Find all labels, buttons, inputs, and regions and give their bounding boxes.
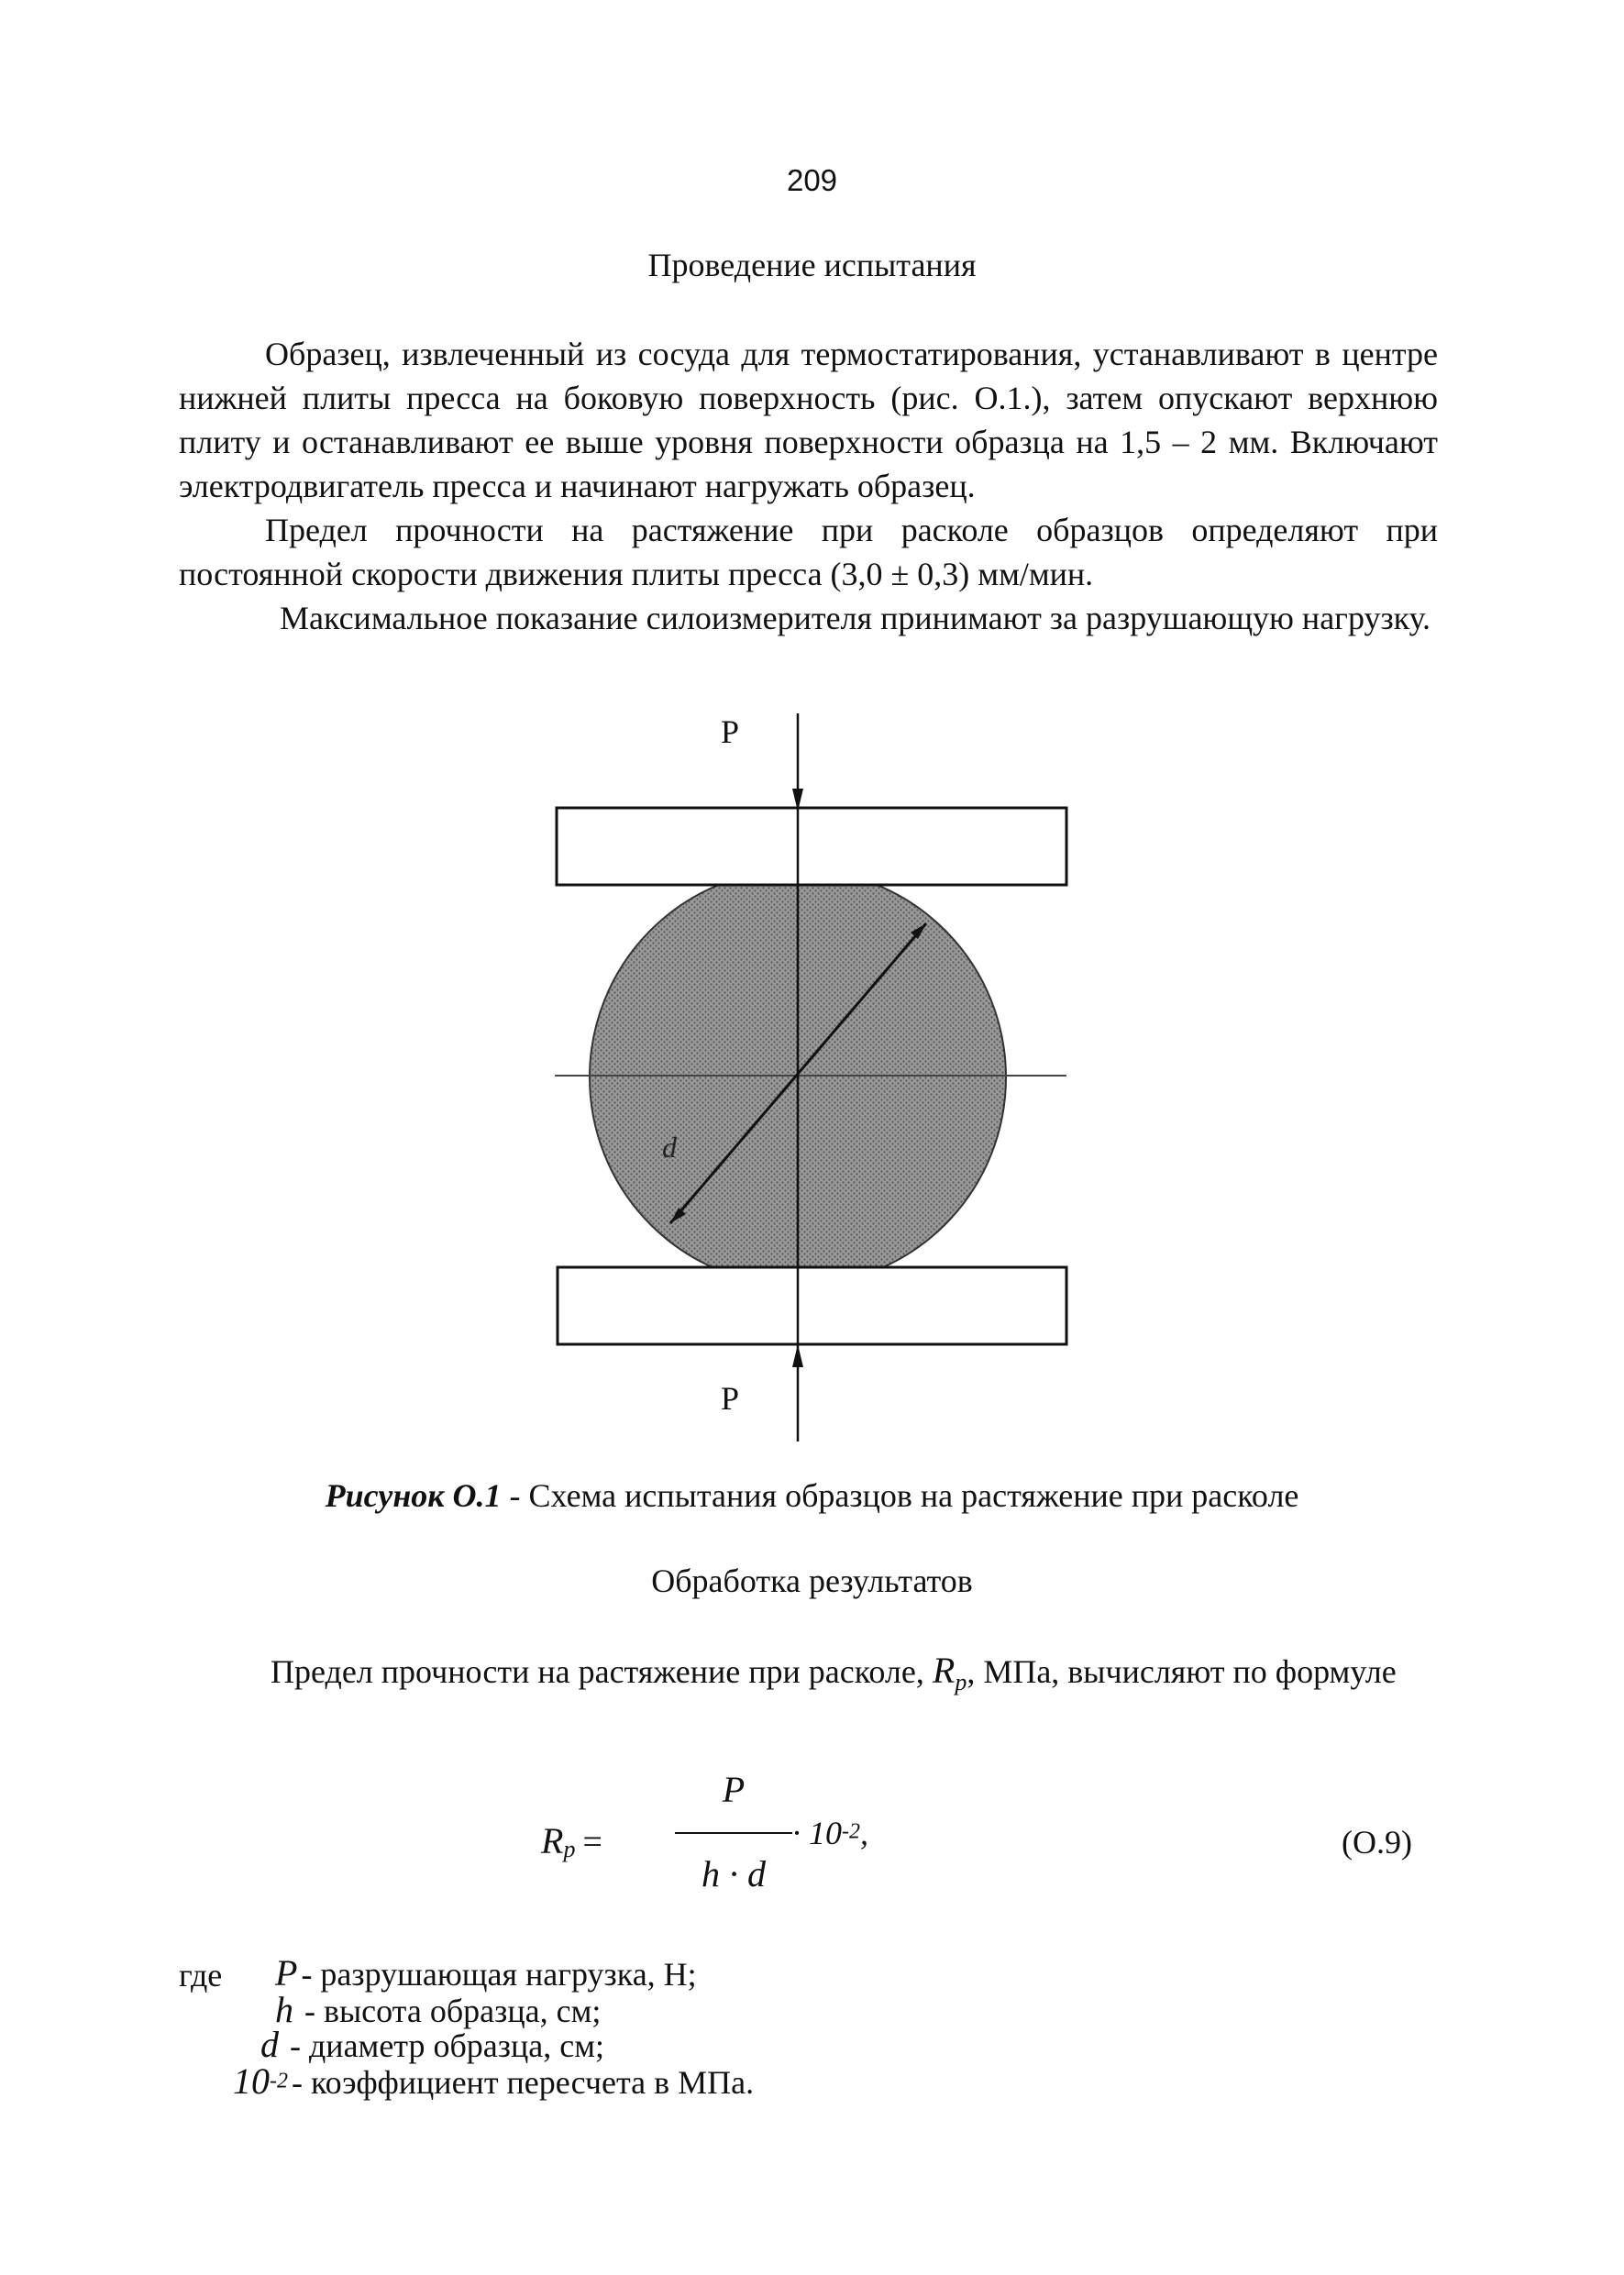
figure-caption-separator: - <box>501 1477 529 1514</box>
definition-symbol: h <box>275 1989 293 2030</box>
formula-intro-before: Предел прочности на растяжение при расколе, <box>271 1653 933 1690</box>
formula-denominator: h · d <box>702 1853 766 1894</box>
fraction-bar <box>675 1832 792 1834</box>
formula-multiplier <box>792 1814 868 1852</box>
formula-multiplier-base: · 10 <box>792 1815 842 1851</box>
figure-caption <box>0 1476 1624 1515</box>
lower-press-plate <box>558 1267 1066 1344</box>
section-title-testing: Проведение испытания <box>647 247 977 283</box>
page-number: 209 <box>786 163 838 197</box>
paragraph-1 <box>179 332 1438 508</box>
paragraph-1-text: Образец, извлеченный из сосуда для термостатирования, устанавливают в центре нижней плиты пресса на боковую поверхность (рис. О.1.), затем опускают верхнюю плиту и останавливают ее выше уровня поверхности образца на 1,5 – 2 мм. Включают электродвигатель пресса и начинают нагружать образец. <box>179 336 1438 504</box>
paragraph-3 <box>179 596 1438 640</box>
load-label-top: P <box>721 713 740 750</box>
equation-number: (О.9) <box>1342 1824 1412 1861</box>
figure-caption-text: Схема испытания образцов на растяжение при расколе <box>528 1477 1299 1514</box>
definition-text: - разрушающая нагрузка, Н; <box>301 1956 697 1993</box>
where-word: где <box>179 1957 223 1993</box>
formula-lhs <box>541 1819 602 1863</box>
paragraph-2 <box>179 508 1438 596</box>
bottom-load-arrowhead <box>792 1344 803 1367</box>
section-title-results: Обработка результатов <box>651 1563 973 1599</box>
load-label-bottom: P <box>721 1380 740 1417</box>
formula-intro-symbol: R <box>932 1650 956 1691</box>
formula-equals: = <box>582 1823 602 1861</box>
formula-tail: , <box>860 1815 868 1851</box>
formula-intro <box>179 1649 1438 1705</box>
formula-multiplier-exp: -2 <box>842 1819 860 1844</box>
formula-intro-subscript: p <box>955 1669 967 1696</box>
definition-text: - коэффициент пересчета в МПа. <box>292 2064 755 2101</box>
definition-row <box>233 2060 754 2103</box>
formula-lhs-main: R <box>541 1820 564 1861</box>
definition-text: - диаметр образца, см; <box>290 2027 605 2064</box>
paragraph-3-text: Максимальное показание силоизмерителя принимают за разрушающую нагрузку. <box>280 600 1431 636</box>
formula-lhs-sub: p <box>563 1836 576 1863</box>
definition-text: - высота образца, см; <box>304 1993 602 2029</box>
diameter-label: d <box>662 1131 677 1164</box>
formula-numerator: P <box>722 1769 746 1810</box>
definition-exponent: -2 <box>270 2069 288 2093</box>
definition-symbol: 10 <box>233 2060 270 2102</box>
definition-symbol: P <box>275 1952 298 1993</box>
definition-symbol: d <box>260 2024 279 2065</box>
figure-caption-label: Рисунок О.1 <box>325 1477 502 1514</box>
formula-intro-after: , МПа, вычисляют по формуле <box>967 1653 1397 1690</box>
upper-press-plate <box>557 808 1066 885</box>
split-test-diagram <box>0 697 1624 1467</box>
paragraph-2-text: Предел прочности на растяжение при расколе образцов определяют при постоянной скорости движения плиты пресса (3,0 ± 0,3) мм/мин. <box>179 512 1438 592</box>
